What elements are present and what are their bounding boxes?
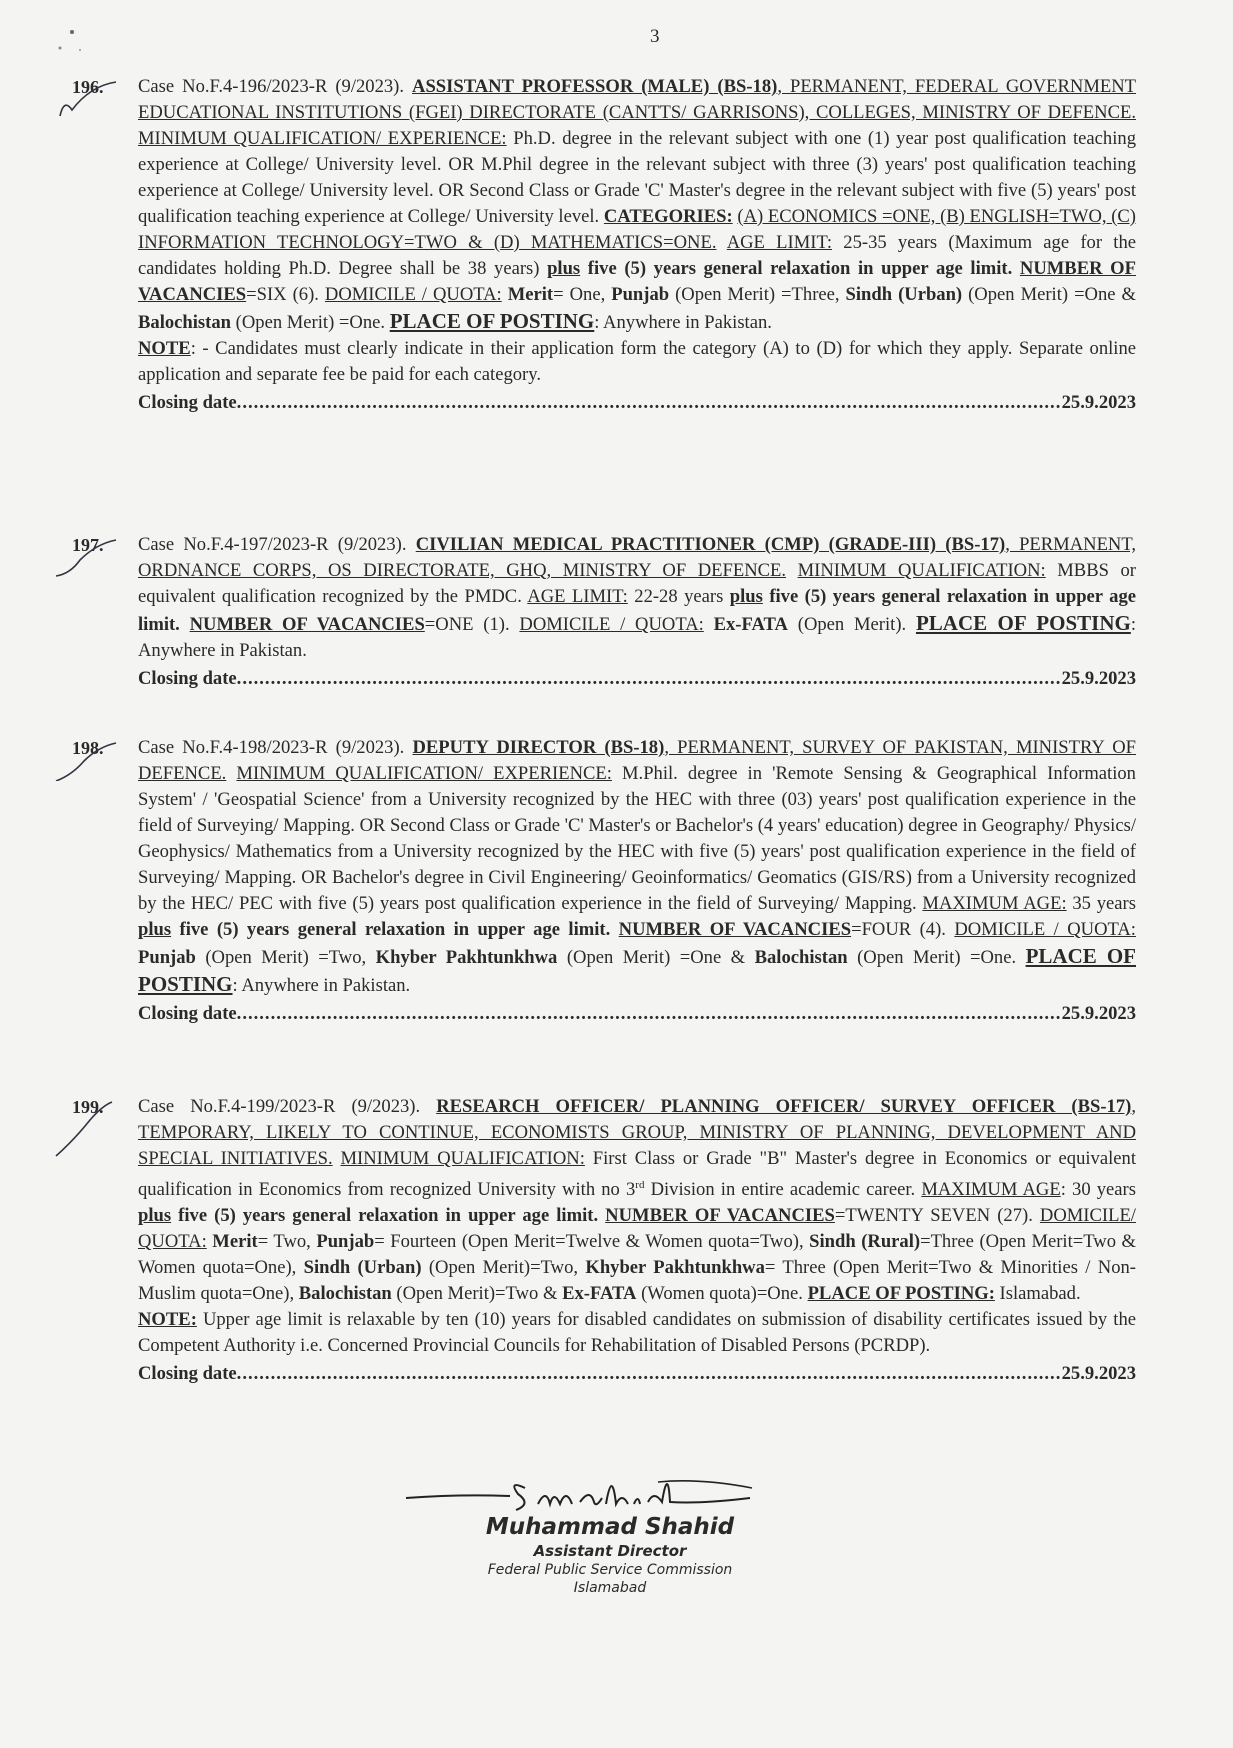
case-body: Case No.F.4-196/2023-R (9/2023). ASSISTANT PROFESSOR (MALE) (BS-18), PERMANENT, FEDERAL GOVERNMENT EDUCATIONAL INSTITUTIONS (FGEI) DIRECTORATE (CANTTS/ GARRISONS), COLLEGES, MINISTRY OF DEFENCE. MINIMUM QUALIFICATION/ EXPERIENCE: Ph.D. degree in the relevant subject with one (1) year post qualification teaching experience at College/ University level. OR M.Phil degree in the relevant subject with three (3) years' post qualification teaching experience at College/ University level. OR Second Class or Grade 'C' Master's degree in the relevant subject with five (5) years' post qualification teaching experience at College/ University level. CATEGORIES: (A) ECONOMICS =ONE, (B) ENGLISH=TWO, (C) INFORMATION TECHNOLOGY=TWO & (D) MATHEMATICS=ONE. AGE LIMIT: 25-35 years (Maximum age for the candidates holding Ph.D. Degree shall be 38 years) plus five (5) years general relaxation in upper age limit. NUMBER OF VACANCIES=SIX (6). DOMICILE / QUOTA: Merit= One, Punjab (Open Merit) =Three, Sindh (Urban) (Open Merit) =One & Balochistan (Open Merit) =One. PLACE OF POSTING: Anywhere in Pakistan.	[138, 76, 1137, 333]
closing-date-line: Closing date ..... 25.9.2023	[138, 666, 1136, 692]
post-title: CIVILIAN MEDICAL PRACTITIONER (CMP) (GRADE-III) (BS-17)	[415, 534, 1006, 555]
case-196	[72, 74, 1137, 416]
tick-mark-icon	[50, 741, 120, 781]
case-197	[72, 532, 1137, 692]
case-number: 197.	[72, 535, 104, 555]
case-number: 196.	[72, 77, 104, 97]
closing-date: 25.9.2023	[1061, 1003, 1136, 1024]
tick-mark-icon	[50, 80, 120, 120]
signatory-organization: Federal Public Service Commission	[487, 1562, 733, 1578]
case-199	[72, 1094, 1137, 1387]
case-body: Case No.F.4-198/2023-R (9/2023). DEPUTY DIRECTOR (BS-18), PERMANENT, SURVEY OF PAKISTAN, MINISTRY OF DEFENCE. MINIMUM QUALIFICATION/ EXPERIENCE: M.Phil. degree in 'Remote Sensing & Geographical Information System' / 'Geospatial Science' from a University recognized by the HEC with three (03) years' post qualification experience in the field of Surveying/ Mapping. OR Second Class or Grade 'C' Master's or Bachelor's (4 years' education) degree in Geography/ Physics/ Geophysics/ Mathematics from a University recognized by the HEC with five (5) years' post qualification experience in the field of Surveying/ Mapping. OR Bachelor's degree in Civil Engineering/ Geoinformatics/ Geomatics (GIS/RS) from a University recognized by the HEC/ PEC with five (5) years post qualification experience in the field of Surveying/ Mapping. MAXIMUM AGE: 35 years plus five (5) years general relaxation in upper age limit. NUMBER OF VACANCIES=FOUR (4). DOMICILE / QUOTA: Punjab (Open Merit) =Two, Khyber Pakhtunkhwa (Open Merit) =One & Balochistan (Open Merit) =One. PLACE OF POSTING: Anywhere in Pakistan.	[138, 737, 1137, 996]
case-note: NOTE: Upper age limit is relaxable by ten (10) years for disabled candidates on submission of disability certificates issued by the Competent Authority i.e. Concerned Provincial Councils for Rehabilitation of Disabled Persons (PCRDP).	[138, 1309, 1136, 1357]
closing-date: 25.9.2023	[1061, 1363, 1136, 1385]
case-number: 198.	[72, 738, 104, 758]
post-title: ASSISTANT PROFESSOR (MALE) (BS-18)	[412, 76, 778, 97]
page-number: 3	[650, 26, 660, 47]
case-198	[72, 735, 1137, 1027]
closing-date-line: Closing date ..... 25.9.2023	[138, 1361, 1136, 1387]
signature-block	[400, 1458, 820, 1596]
signatory-city: Islamabad	[573, 1580, 647, 1596]
tick-mark-icon	[50, 538, 120, 578]
post-title: RESEARCH OFFICER/ PLANNING OFFICER/ SURVEY OFFICER (BS-17)	[436, 1096, 1132, 1117]
closing-date: 25.9.2023	[1061, 392, 1136, 413]
case-body: Case No.F.4-197/2023-R (9/2023). CIVILIAN MEDICAL PRACTITIONER (CMP) (GRADE-III) (BS-17), PERMANENT, ORDNANCE CORPS, OS DIRECTORATE, GHQ, MINISTRY OF DEFENCE. MINIMUM QUALIFICATION: MBBS or equivalent qualification recognized by the PMDC. AGE LIMIT: 22-28 years plus five (5) years general relaxation in upper age limit. NUMBER OF VACANCIES=ONE (1). DOMICILE / QUOTA: Ex-FATA (Open Merit). PLACE OF POSTING: Anywhere in Pakistan.	[138, 534, 1137, 661]
case-body: Case No.F.4-199/2023-R (9/2023). RESEARCH OFFICER/ PLANNING OFFICER/ SURVEY OFFICER (BS-17), TEMPORARY, LIKELY TO CONTINUE, ECONOMISTS GROUP, MINISTRY OF PLANNING, DEVELOPMENT AND SPECIAL INITIATIVES. MINIMUM QUALIFICATION: First Class or Grade "B" Master's degree in Economics or equivalent qualification in Economics from recognized University with no 3rd Division in entire academic career. MAXIMUM AGE: 30 years plus five (5) years general relaxation in upper age limit. NUMBER OF VACANCIES=TWENTY SEVEN (27). DOMICILE/ QUOTA: Merit= Two, Punjab= Fourteen (Open Merit=Twelve & Women quota=Two), Sindh (Rural)=Three (Open Merit=Two & Women quota=One), Sindh (Urban) (Open Merit)=Two, Khyber Pakhtunkhwa= Three (Open Merit=Two & Minorities / Non-Muslim quota=One), Balochistan (Open Merit)=Two & Ex-FATA (Women quota)=One. PLACE OF POSTING: Islamabad.	[138, 1096, 1137, 1305]
signatory-designation: Assistant Director	[533, 1542, 687, 1560]
closing-date-line: Closing date ..... 25.9.2023	[138, 390, 1136, 416]
tick-mark-icon	[50, 1100, 120, 1160]
closing-date: 25.9.2023	[1061, 668, 1136, 689]
case-number: 199.	[72, 1097, 104, 1117]
scan-mark	[30, 20, 90, 65]
handwritten-signature	[400, 1458, 820, 1520]
signatory-name: Muhammad Shahid	[485, 1514, 735, 1540]
closing-date-line: Closing date ..... 25.9.2023	[138, 1001, 1136, 1027]
case-note: NOTE: - Candidates must clearly indicate in their application form the category (A) to (D) for which they apply. Separate online application and separate fee be paid for each category.	[138, 338, 1136, 385]
post-title: DEPUTY DIRECTOR (BS-18)	[412, 737, 665, 758]
